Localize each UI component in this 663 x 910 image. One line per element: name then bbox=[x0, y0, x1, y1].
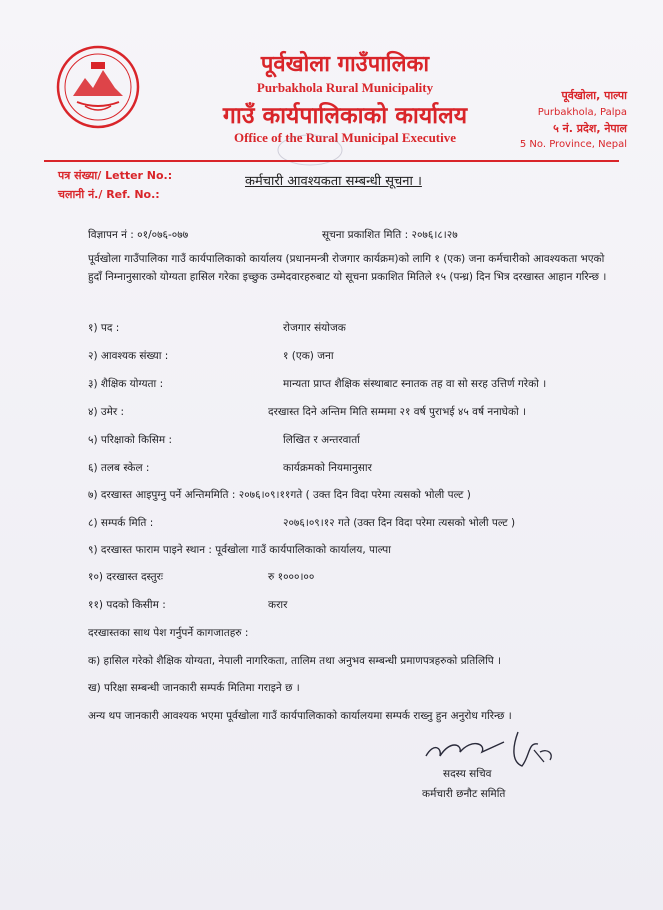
office-name-np: गाउँ कार्यपालिकाको कार्यालय bbox=[222, 103, 468, 129]
signer-title: सदस्य सचिव bbox=[443, 768, 492, 780]
item-label: २) आवश्यक संख्या : bbox=[88, 350, 169, 362]
ref-no-label: चलानी नं./ Ref. No.: bbox=[58, 188, 160, 201]
item-value: १ (एक) जना bbox=[283, 350, 334, 362]
advert-number: विज्ञापन नं : ०१/०७६-०७७ bbox=[88, 229, 189, 241]
item-value: मान्यता प्राप्त शैक्षिक संस्थाबाट स्नातक तह वा सो सरह उत्तिर्ण गरेको । bbox=[283, 378, 547, 390]
closing-request: अन्य थप जानकारी आवश्यक भएमा पूर्वखोला गाउँ कार्यपालिकाको कार्यालयमा सम्पर्क राख्नु हुन अनुरोध गरिन्छ । bbox=[88, 710, 512, 722]
letter-no-label: पत्र संख्या/ Letter No.: bbox=[58, 169, 173, 182]
publish-date: सूचना प्रकाशित मिति : २०७६।८।२७ bbox=[322, 229, 458, 241]
item-label: ८) सम्पर्क मिति : bbox=[88, 517, 154, 529]
notice-title: कर्मचारी आवश्यकता सम्बन्धी सूचना । bbox=[245, 174, 422, 189]
item-value: रु १०००।०० bbox=[268, 571, 315, 583]
item-value: २०७६।०९।१२ गते (उक्त दिन विदा परेमा त्यसको भोली पल्ट ) bbox=[283, 517, 516, 529]
item-label: ४) उमेर : bbox=[88, 406, 125, 418]
item-label: ३) शैक्षिक योग्यता : bbox=[88, 378, 164, 390]
item-label: ६) तलब स्केल : bbox=[88, 462, 150, 474]
documents-heading: दरखास्तका साथ पेश गर्नुपर्ने कागजातहरु : bbox=[88, 627, 249, 639]
item-value: लिखित र अन्तरवार्ता bbox=[283, 434, 360, 446]
address-en-line1: Purbakhola, Palpa bbox=[537, 107, 627, 118]
faded-stamp bbox=[275, 132, 345, 168]
document-item-a: क) हासिल गरेको शैक्षिक योग्यता, नेपाली नागरिकता, तालिम तथा अनुभव सम्बन्धी प्रमाणपत्रहरुको प्रतिलिपि । bbox=[88, 655, 502, 667]
item-label: ५) परिक्षाको किसिम : bbox=[88, 434, 172, 446]
address-np-line1: पूर्वखोला, पाल्पा bbox=[561, 89, 627, 102]
intro-paragraph: पूर्वखोला गाउँपालिका गाउँ कार्यपालिकाको कार्यालय (प्रधानमन्त्री रोजगार कार्यक्रम)को लागि १ (एक) जना कर्मचारीको आवश्यकता भएको हुदाँ निम्नानुसारको योग्यता हासिल गरेका इच्छुक उम्मेदवारहरुबाट यो सूचना प्रकाशित मितिले १५ (पन्ध्र) दिन भित्र दरखास्त आहान गरिन्छ । bbox=[88, 253, 607, 283]
municipality-name-en: Purbakhola Rural Municipality bbox=[256, 80, 434, 95]
document-item-b: ख) परिक्षा सम्बन्धी जानकारी सम्पर्क मितिमा गराइने छ । bbox=[88, 682, 300, 694]
item-value: दरखास्त दिने अन्तिम मिति सम्ममा २१ वर्ष पुराभई ४५ वर्ष ननाघेको । bbox=[268, 406, 527, 418]
signer-committee: कर्मचारी छनौट समिति bbox=[422, 788, 506, 800]
item-value: करार bbox=[268, 599, 288, 611]
item-value: कार्यक्रमको नियमानुसार bbox=[283, 462, 372, 474]
municipality-emblem bbox=[55, 44, 141, 130]
form-location-item: ९) दरखास्त फाराम पाइने स्थान : पूर्वखोला गाउँ कार्यपालिकाको कार्यालय, पाल्पा bbox=[88, 544, 391, 556]
item-label: १) पद : bbox=[88, 322, 120, 334]
item-label: १०) दरखास्त दस्तुरः bbox=[88, 571, 163, 583]
municipality-name-np: पूर्वखोला गाउँपालिका bbox=[260, 52, 430, 77]
address-en-line2: 5 No. Province, Nepal bbox=[519, 139, 627, 150]
item-value: रोजगार संयोजक bbox=[283, 322, 346, 334]
address-np-line2: ५ नं. प्रदेश, नेपाल bbox=[553, 122, 627, 135]
header-divider bbox=[44, 160, 619, 162]
office-name-en: Office of the Rural Municipal Executive bbox=[233, 130, 457, 145]
deadline-item: ७) दरखास्त आइपुग्नु पर्ने अन्तिममिति : २०७६।०९।११गते ( उक्त दिन विदा परेमा त्यसको भोली पल्ट ) bbox=[88, 489, 471, 501]
item-label: ११) पदको किसीम : bbox=[88, 599, 166, 611]
